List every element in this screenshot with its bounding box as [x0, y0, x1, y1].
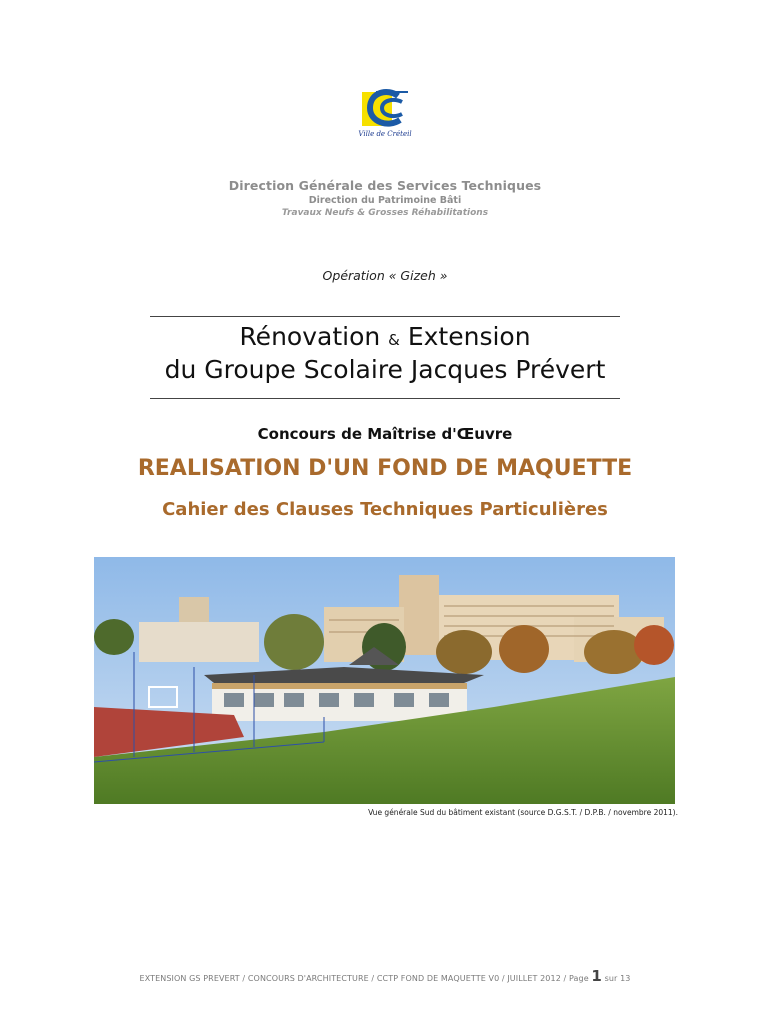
- direction-generale: Direction Générale des Services Techniques: [228, 178, 542, 193]
- main-title-line2: du Groupe Scolaire Jacques Prévert: [164, 355, 606, 384]
- logo-caption: Ville de Créteil: [358, 130, 412, 138]
- cahier-heading: Cahier des Clauses Techniques Particulières: [162, 499, 608, 520]
- main-title-line1: [0, 322, 770, 351]
- concours-heading: Concours de Maîtrise d'Œuvre: [257, 425, 513, 443]
- travaux-subtitle: Travaux Neufs & Grosses Réhabilitations: [281, 208, 489, 218]
- title-renovation: Rénovation: [239, 322, 381, 351]
- realisation-heading: REALISATION D'UN FOND DE MAQUETTE: [137, 456, 633, 481]
- page-footer: [0, 967, 770, 985]
- school-building-photo: [94, 557, 675, 804]
- divider-bottom: [150, 398, 620, 399]
- divider-top: [150, 316, 620, 317]
- title-extension: Extension: [407, 322, 531, 351]
- operation-name: Opération « Gizeh »: [322, 268, 448, 283]
- footer-page-number: 1: [591, 967, 602, 985]
- title-ampersand: &: [388, 331, 400, 349]
- direction-patrimoine: Direction du Patrimoine Bâti: [308, 195, 462, 206]
- footer-page-total: sur 13: [604, 974, 631, 983]
- photo-caption: Vue générale Sud du bâtiment existant (source D.G.S.T. / D.P.B. / novembre 2011).: [368, 808, 678, 817]
- footer-text: EXTENSION GS PREVERT / CONCOURS D'ARCHITECTURE / CCTP FOND DE MAQUETTE V0 / JUILLET 2012 / Page: [139, 974, 589, 983]
